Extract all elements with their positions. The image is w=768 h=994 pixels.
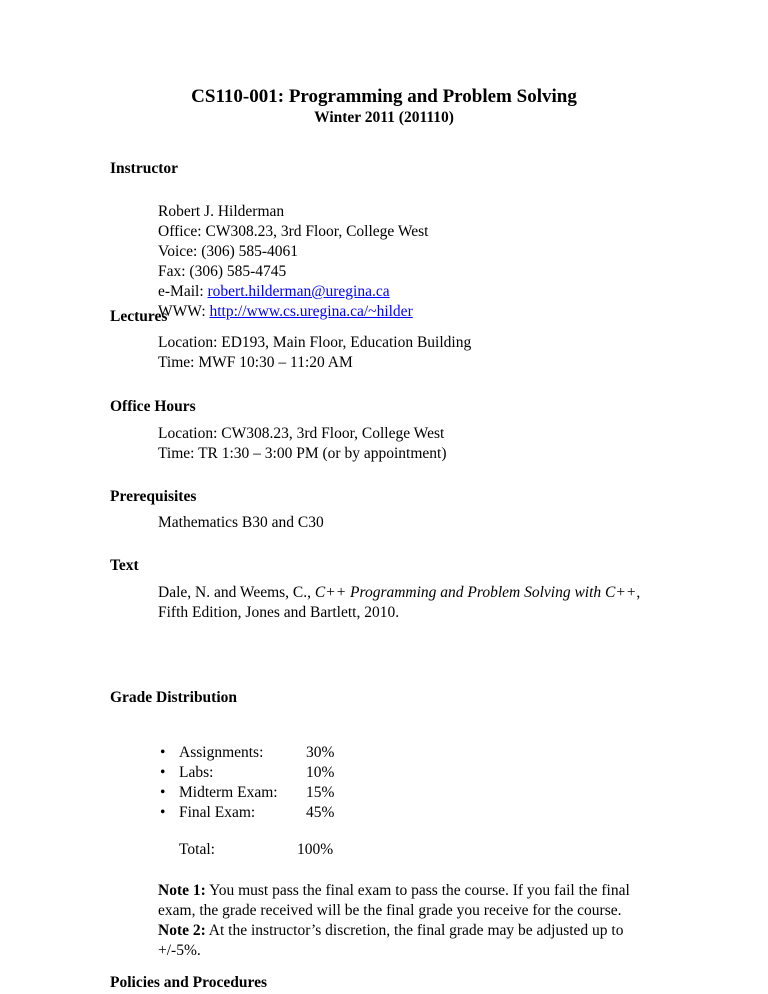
grade-total-row: [179, 840, 479, 860]
lectures-location: Location: ED193, Main Floor, Education Building: [158, 334, 472, 351]
instructor-fax: Fax: (306) 585-4745: [158, 263, 287, 280]
office-hours-time: Time: TR 1:30 – 3:00 PM (or by appointment): [158, 445, 447, 462]
lectures-heading: Lectures: [110, 308, 168, 325]
policies-heading: Policies and Procedures: [110, 974, 267, 991]
email-link[interactable]: robert.hilderman@uregina.ca: [207, 283, 390, 300]
grade-percent: 10%: [306, 764, 335, 781]
text-block: [158, 583, 678, 623]
lectures-block: [158, 333, 678, 373]
bullet: •: [160, 764, 166, 781]
textbook-edition: Fifth Edition, Jones and Bartlett, 2010.: [158, 604, 400, 621]
note-1: [158, 881, 636, 921]
textbook-authors: Dale, N. and Weems, C.,: [158, 584, 315, 601]
grade-percent: 30%: [306, 744, 335, 761]
email-label: e-Mail:: [158, 283, 208, 300]
grade-notes: [158, 881, 636, 961]
note-1-text: You must pass the final exam to pass the course. If you fail the final exam, the grade received will be the final grade you receive for the course.: [158, 882, 630, 919]
grade-distribution-heading: Grade Distribution: [110, 689, 238, 706]
www-link[interactable]: http://www.cs.uregina.ca/~hilder: [209, 303, 413, 320]
prerequisites-block: [158, 513, 678, 533]
grade-label: Final Exam:: [179, 804, 256, 821]
grade-label: Assignments:: [179, 744, 264, 761]
bullet: •: [160, 804, 166, 821]
instructor-name: Robert J. Hilderman: [158, 203, 285, 220]
prerequisites-text: Mathematics B30 and C30: [158, 514, 324, 531]
grade-label: Midterm Exam:: [179, 784, 278, 801]
textbook-title: C++ Programming and Problem Solving with C++: [314, 584, 637, 601]
grade-percent: 45%: [306, 804, 335, 821]
office-hours-heading: Office Hours: [110, 398, 196, 415]
office-hours-block: [158, 424, 678, 464]
course-title: CS110-001: Programming and Problem Solving: [191, 86, 577, 107]
bullet: •: [160, 784, 166, 801]
instructor-heading: Instructor: [110, 160, 179, 177]
instructor-block: [158, 202, 678, 322]
course-term: Winter 2011 (201110): [314, 109, 454, 126]
note-2-label: Note 2:: [158, 922, 206, 939]
www-label: WWW:: [158, 303, 210, 320]
instructor-email-line: [158, 282, 678, 302]
note-2: [158, 921, 636, 961]
instructor-voice: Voice: (306) 585-4061: [158, 243, 299, 260]
lectures-time: Time: MWF 10:30 – 11:20 AM: [158, 354, 353, 371]
prerequisites-heading: Prerequisites: [110, 488, 197, 505]
note-2-text: At the instructor’s discretion, the final grade may be adjusted up to +/-5%.: [158, 922, 624, 959]
note-1-label: Note 1:: [158, 882, 206, 899]
grade-percent: 15%: [306, 784, 335, 801]
textbook-line: [158, 583, 678, 603]
total-label: Total:: [179, 841, 215, 858]
instructor-office: Office: CW308.23, 3rd Floor, College West: [158, 223, 429, 240]
text-heading: Text: [110, 557, 139, 574]
grade-label: Labs:: [179, 764, 214, 781]
bullet: •: [160, 744, 166, 761]
total-percent: 100%: [297, 841, 334, 858]
office-hours-location: Location: CW308.23, 3rd Floor, College West: [158, 425, 445, 442]
textbook-comma: ,: [636, 584, 641, 601]
instructor-www-line: [158, 302, 678, 322]
